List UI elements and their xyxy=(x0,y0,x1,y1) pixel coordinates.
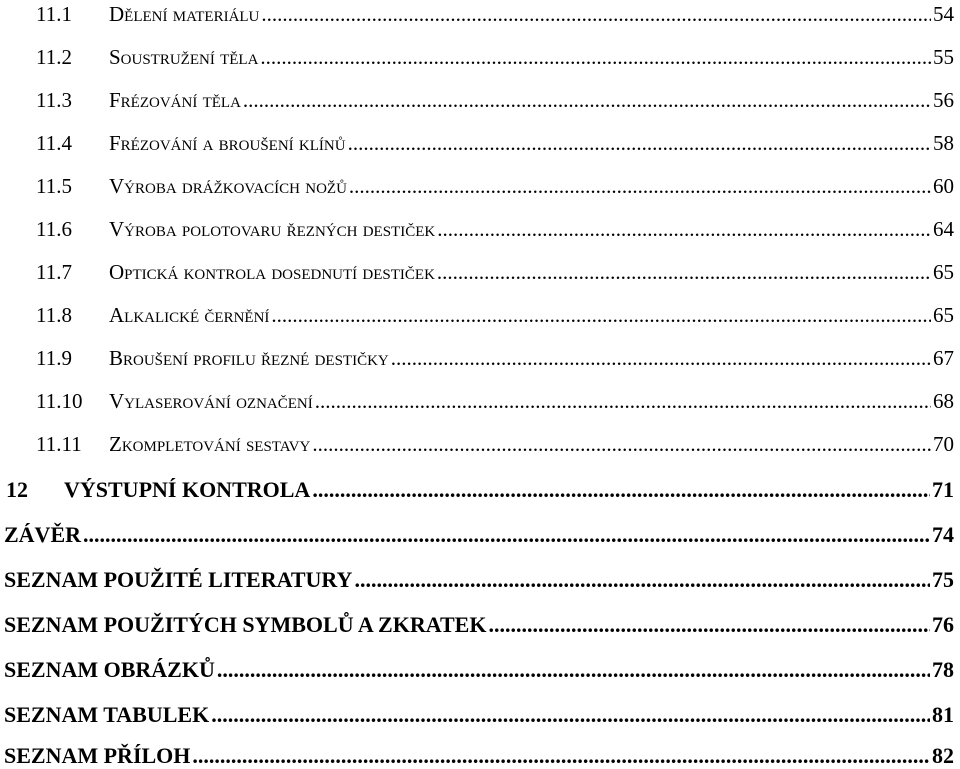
entry-number: 11.11 xyxy=(36,432,82,456)
dot-leader xyxy=(348,131,931,156)
entry-title: Vylaserování označení xyxy=(109,389,313,413)
entry-page-number: 75 xyxy=(932,567,954,592)
toc-entry[interactable] xyxy=(0,432,954,457)
dot-leader xyxy=(261,2,931,27)
entry-page-number: 55 xyxy=(933,45,954,69)
dot-leader xyxy=(83,522,930,548)
entry-page-number: 65 xyxy=(933,303,954,327)
toc-entry-chapter[interactable] xyxy=(0,743,954,769)
entry-title: Výroba drážkovacích nožů xyxy=(109,174,347,198)
dot-leader xyxy=(349,174,931,199)
toc-entry[interactable] xyxy=(0,303,954,328)
entry-page-number: 58 xyxy=(933,131,954,155)
dot-leader xyxy=(312,432,931,457)
entry-title: Optická kontrola dosednutí destiček xyxy=(109,260,435,284)
entry-number: 11.8 xyxy=(36,303,72,327)
toc-entry[interactable] xyxy=(0,389,954,414)
toc-entry-chapter[interactable] xyxy=(0,477,954,503)
entry-page-number: 76 xyxy=(932,612,954,637)
dot-leader xyxy=(211,702,930,728)
entry-title: Alkalické černění xyxy=(109,303,270,327)
entry-page-number: 68 xyxy=(933,389,954,413)
dot-leader xyxy=(488,612,930,638)
toc-entry[interactable] xyxy=(0,217,954,242)
entry-title: Výroba polotovaru řezných destiček xyxy=(109,217,436,241)
entry-title: SEZNAM TABULEK xyxy=(4,702,210,727)
entry-page-number: 78 xyxy=(932,657,954,682)
entry-page-number: 71 xyxy=(932,477,954,502)
entry-page-number: 67 xyxy=(933,346,954,370)
entry-number: 11.6 xyxy=(36,217,72,241)
entry-number: 11.9 xyxy=(36,346,72,370)
entry-number: 11.3 xyxy=(36,88,72,112)
entry-title: Broušení profilu řezné destičky xyxy=(109,346,389,370)
toc-entry-chapter[interactable] xyxy=(0,567,954,593)
dot-leader xyxy=(217,657,930,683)
toc-entry[interactable] xyxy=(0,88,954,113)
toc-entry[interactable] xyxy=(0,346,954,371)
entry-page-number: 65 xyxy=(933,260,954,284)
entry-title: VÝSTUPNÍ KONTROLA xyxy=(64,477,311,502)
entry-title: SEZNAM PŘÍLOH xyxy=(4,743,191,768)
entry-title: Zkompletování sestavy xyxy=(109,432,311,456)
toc-entry-chapter[interactable] xyxy=(0,522,954,548)
toc-entry[interactable] xyxy=(0,131,954,156)
entry-title: Frézování těla xyxy=(109,88,241,112)
dot-leader xyxy=(354,567,930,593)
dot-leader xyxy=(271,303,931,328)
entry-page-number: 64 xyxy=(933,217,954,241)
dot-leader xyxy=(437,260,931,285)
entry-page-number: 56 xyxy=(933,88,954,112)
entry-page-number: 81 xyxy=(932,702,954,727)
entry-title: SEZNAM OBRÁZKŮ xyxy=(4,657,215,682)
entry-title: SEZNAM POUŽITÉ LITERATURY xyxy=(4,567,353,592)
entry-title: Soustružení těla xyxy=(109,45,259,69)
dot-leader xyxy=(437,217,931,242)
toc-entry[interactable] xyxy=(0,45,954,70)
toc-entry-chapter[interactable] xyxy=(0,612,954,638)
entry-title: Frézování a broušení klínů xyxy=(109,131,346,155)
dot-leader xyxy=(391,346,931,371)
toc-entry[interactable] xyxy=(0,2,954,27)
dot-leader xyxy=(315,389,931,414)
toc-entry[interactable] xyxy=(0,174,954,199)
entry-title: Dělení materiálu xyxy=(109,2,260,26)
entry-page-number: 70 xyxy=(933,432,954,456)
entry-number: 11.10 xyxy=(36,389,83,413)
entry-page-number: 60 xyxy=(933,174,954,198)
entry-number: 11.4 xyxy=(36,131,72,155)
entry-title: SEZNAM POUŽITÝCH SYMBOLŮ A ZKRATEK xyxy=(4,612,487,637)
toc-entry-chapter[interactable] xyxy=(0,702,954,728)
entry-number: 12 xyxy=(6,477,28,502)
entry-title: ZÁVĚR xyxy=(4,522,82,547)
entry-number: 11.2 xyxy=(36,45,72,69)
entry-number: 11.1 xyxy=(36,2,72,26)
entry-number: 11.7 xyxy=(36,260,72,284)
entry-page-number: 74 xyxy=(932,522,954,547)
dot-leader xyxy=(312,477,930,503)
toc-entry-chapter[interactable] xyxy=(0,657,954,683)
entry-number: 11.5 xyxy=(36,174,72,198)
toc-entry[interactable] xyxy=(0,260,954,285)
dot-leader xyxy=(192,743,930,769)
entry-page-number: 54 xyxy=(933,2,954,26)
entry-page-number: 82 xyxy=(932,743,954,768)
dot-leader xyxy=(243,88,931,113)
dot-leader xyxy=(260,45,931,70)
